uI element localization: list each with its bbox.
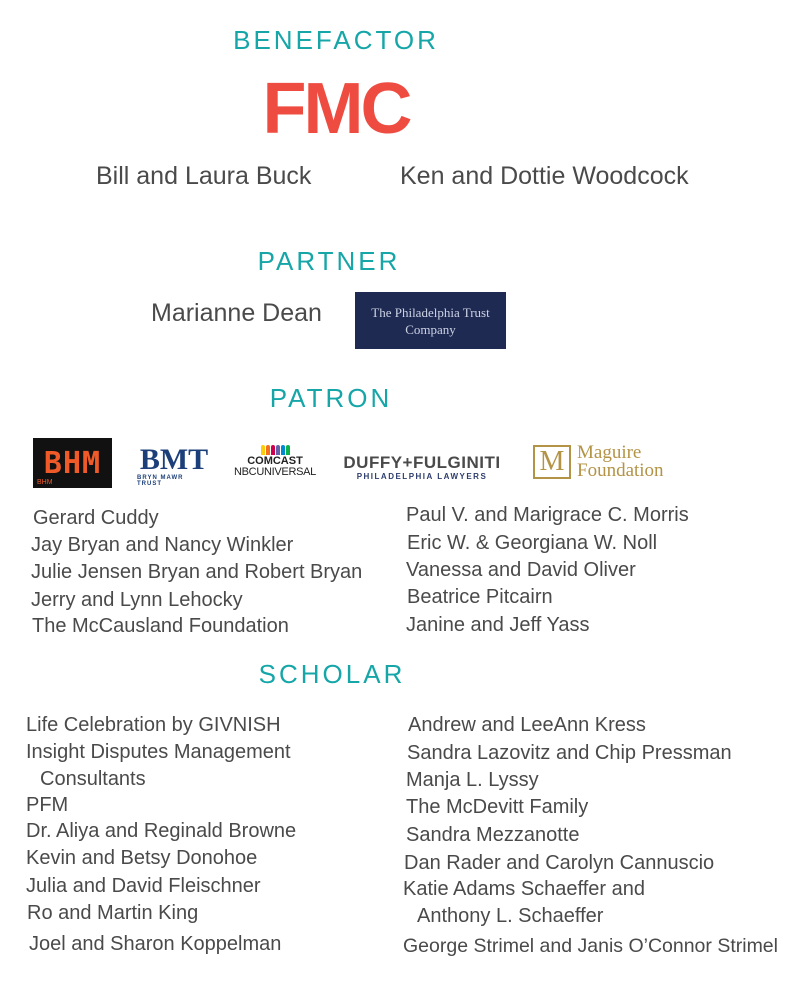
- scholar-name: Anthony L. Schaeffer: [417, 905, 604, 927]
- scholar-name: George Strimel and Janis O’Connor Strimel: [403, 935, 778, 957]
- fmc-logo-text: FMC: [262, 69, 410, 149]
- patron-name: Beatrice Pitcairn: [407, 586, 553, 608]
- scholar-name: Consultants: [40, 768, 146, 790]
- philadelphia-trust-line2: Company: [405, 321, 456, 337]
- scholar-name: Sandra Lazovitz and Chip Pressman: [407, 742, 732, 764]
- maguire-logo-text: [577, 444, 664, 480]
- maguire-logo-mark: M: [533, 445, 571, 479]
- fmc-logo: [236, 69, 436, 149]
- bmt-logo-sub: BRYN MAWR TRUST: [137, 475, 184, 487]
- patron-name: The McCausland Foundation: [32, 615, 289, 637]
- scholar-name: Life Celebration by GIVNISH: [26, 714, 281, 736]
- scholar-name: Insight Disputes Management: [26, 741, 291, 763]
- comcast-logo: [229, 444, 321, 478]
- patron-name: Gerard Cuddy: [33, 507, 159, 529]
- scholar-name: Katie Adams Schaeffer and: [403, 878, 646, 900]
- benefactor-name: Bill and Laura Buck: [96, 162, 312, 190]
- scholar-name: Manja L. Lyssy: [406, 769, 539, 791]
- patron-name: Vanessa and David Oliver: [406, 559, 636, 581]
- bhm-logo-sub: BHM: [37, 479, 53, 486]
- patron-name: Julie Jensen Bryan and Robert Bryan: [31, 561, 363, 583]
- patron-name: Paul V. and Marigrace C. Morris: [406, 504, 689, 526]
- patron-name: Jay Bryan and Nancy Winkler: [31, 534, 294, 556]
- scholar-name: Ro and Martin King: [27, 902, 199, 924]
- bmt-logo-mark: BMT: [139, 443, 209, 476]
- scholar-name: Kevin and Betsy Donohoe: [26, 847, 258, 869]
- bhm-logo-mark: BHM: [43, 445, 102, 481]
- patron-name: Jerry and Lynn Lehocky: [31, 589, 243, 611]
- scholar-name: Dr. Aliya and Reginald Browne: [26, 820, 297, 842]
- scholar-name: Andrew and LeeAnn Kress: [408, 714, 646, 736]
- comcast-logo-line2: NBCUNIVERSAL: [234, 465, 316, 478]
- comcast-logo-line1: COMCAST: [247, 454, 303, 467]
- scholar-name: Sandra Mezzanotte: [406, 824, 580, 846]
- bhm-logo: [33, 438, 112, 488]
- patron-name: Eric W. & Georgiana W. Noll: [407, 532, 658, 554]
- scholar-name: Joel and Sharon Koppelman: [29, 933, 282, 955]
- maguire-logo-line1: Maguire: [577, 442, 642, 463]
- scholar-heading: SCHOLAR: [258, 659, 406, 689]
- patron-heading: PATRON: [269, 383, 393, 413]
- patron-name: Janine and Jeff Yass: [406, 614, 590, 636]
- philadelphia-trust-logo: [355, 292, 506, 349]
- maguire-logo-line2: Foundation: [577, 460, 664, 481]
- duffy-fulginiti-logo: [334, 452, 510, 482]
- partner-name: Marianne Dean: [151, 299, 322, 327]
- maguire-foundation-logo: [533, 443, 673, 481]
- peacock-icon: [260, 445, 290, 455]
- benefactor-name: Ken and Dottie Woodcock: [400, 162, 689, 190]
- duffy-logo-line2: PHILADELPHIA LAWYERS: [356, 471, 488, 481]
- philadelphia-trust-line1: The Philadelphia Trust: [371, 304, 490, 320]
- scholar-name: The McDevitt Family: [406, 796, 589, 818]
- duffy-logo-line1: DUFFY+FULGINITI: [343, 452, 501, 472]
- scholar-name: Dan Rader and Carolyn Cannuscio: [404, 852, 715, 874]
- benefactor-heading: BENEFACTOR: [233, 25, 439, 55]
- partner-heading: PARTNER: [257, 246, 401, 276]
- scholar-name: Julia and David Fleischner: [26, 875, 261, 897]
- bmt-logo: [137, 443, 211, 487]
- scholar-name: PFM: [26, 794, 69, 816]
